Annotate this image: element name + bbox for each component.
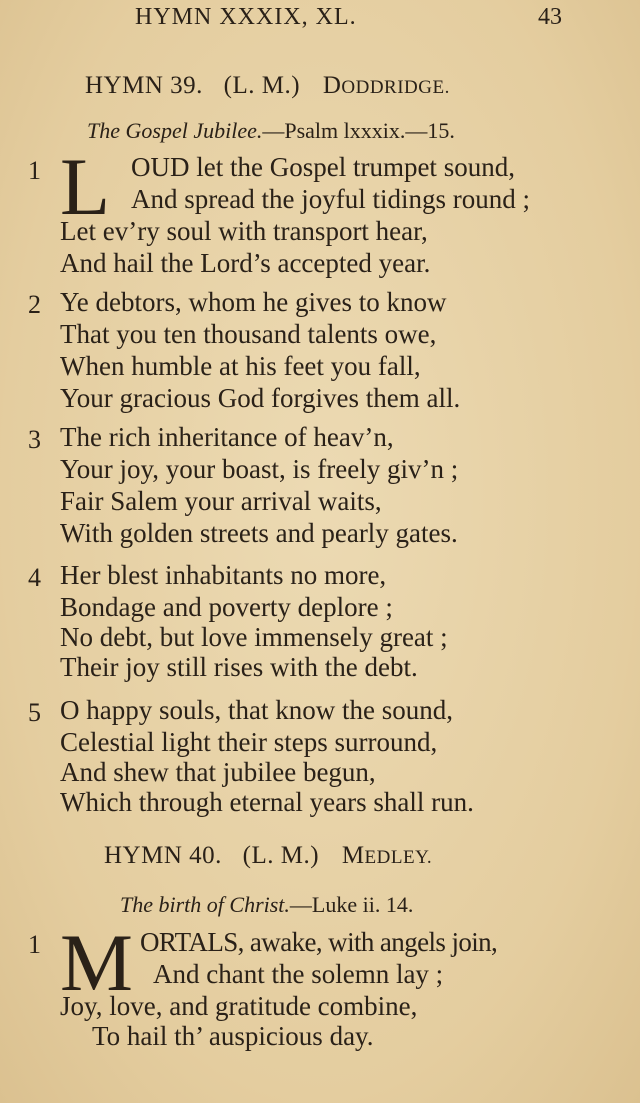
hymn-39-verse-3-number: 3 [28,425,41,454]
hymn-40-label: HYMN 40. [104,842,222,869]
verse-line: When humble at his feet you fall, [60,351,421,381]
hymn-39-title: The Gospel Jubilee. [87,118,263,143]
hymn-39-reference: —Psalm lxxxix.—15. [262,118,455,143]
verse-line: To hail th’ auspicious day. [92,1021,374,1051]
hymn-39-author: DODDRIDGE. [322,72,450,99]
verse-line: Fair Salem your arrival waits, [60,486,382,516]
verse-line: And chant the solemn lay ; [153,959,444,989]
verse-line: Joy, love, and gratitude combine, [60,991,418,1021]
hymn-39-dropcap: L [60,141,111,232]
hymn-40-author: MEDLEY. [341,842,433,869]
hymn-39-label: HYMN 39. [85,72,203,99]
hymn-40-reference: —Luke ii. 14. [289,892,414,917]
verse-line: Their joy still rises with the debt. [60,652,418,682]
verse-line: The rich inheritance of heav’n, [60,422,394,452]
hymn-39-verse-5-number: 5 [28,698,41,727]
verse-line: With golden streets and pearly gates. [60,518,458,548]
verse-line: Which through eternal years shall run. [60,787,474,817]
verse-line: Bondage and poverty deplore ; [60,592,393,622]
hymn-39-meter: (L. M.) [223,72,301,99]
verse-line: Her blest inhabitants no more, [60,560,387,590]
hymn-39-verse-4-number: 4 [28,563,41,592]
verse-line: ORTALS, awake, with angels join, [140,927,498,957]
verse-line: And shew that jubilee begun, [60,757,376,787]
verse-line: And spread the joyful tidings round ; [131,184,530,214]
verse-line: OUD let the Gospel trumpet sound, [131,152,515,182]
verse-line: O happy souls, that know the sound, [60,695,453,725]
hymn-39-verse-2-number: 2 [28,290,41,319]
hymn-39-subtitle [87,118,455,144]
hymn-40-meter: (L. M.) [242,842,320,869]
running-head: HYMN XXXIX, XL. [135,4,357,30]
hymn-40-subtitle [120,892,413,918]
verse-line: Celestial light their steps surround, [60,727,438,757]
verse-line: No debt, but love immensely great ; [60,622,448,652]
verse-line: Let ev’ry soul with transport hear, [60,216,428,246]
hymn-39-heading [85,72,450,100]
verse-line: And hail the Lord’s accepted year. [60,248,431,278]
hymn-40-heading [104,842,432,870]
verse-line: Your gracious God forgives them all. [60,383,461,413]
verse-line: That you ten thousand talents owe, [60,319,437,349]
hymn-40-title: The birth of Christ. [120,892,290,917]
hymn-40-dropcap: M [60,917,133,1008]
verse-line: Ye debtors, whom he gives to know [60,287,447,317]
hymn-39-verse-1-number: 1 [28,156,41,185]
hymn-40-verse-1-number: 1 [28,930,41,959]
verse-line: Your joy, your boast, is freely giv’n ; [60,454,459,484]
page-number: 43 [538,4,562,30]
